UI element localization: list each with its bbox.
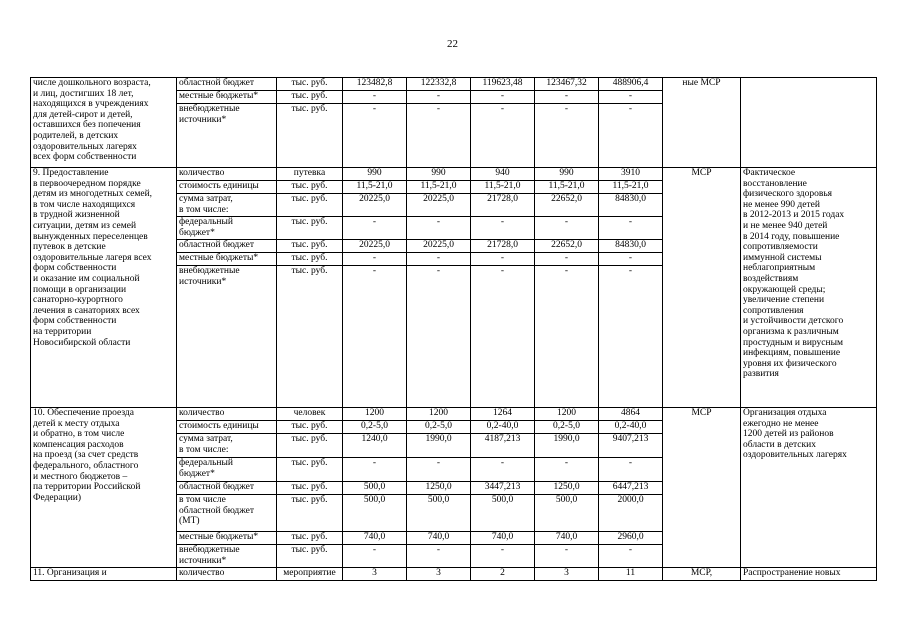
indicator-type: количество <box>177 168 277 181</box>
value-cell: 20225,0 <box>343 240 407 253</box>
unit: тыс. руб. <box>277 421 343 434</box>
table-row <box>31 408 877 421</box>
indicator-type: областной бюджет <box>177 240 277 253</box>
expected-result: Фактическое восстановление физического здоровья не менее 990 детей в 2012-2013 и 2015 годах и не менее 940 детей в 2014 году, повышение сопротивляемости иммунной системы неблагоприятным воздействиям окружающей среды; увеличение степени сопротивления и устойчивости детского организма к различным простудным и вирусным инфекциям, повышение уровня их физического развития <box>741 168 877 408</box>
indicator-type: количество <box>177 568 277 581</box>
value-cell: 21728,0 <box>471 240 535 253</box>
expected-result <box>741 78 877 168</box>
value-cell: 84830,0 <box>599 240 663 253</box>
unit: человек <box>277 408 343 421</box>
indicator-type: местные бюджеты* <box>177 253 277 266</box>
value-cell: - <box>471 253 535 266</box>
indicator-type: в том числе областной бюджет (МТ) <box>177 495 277 532</box>
unit: тыс. руб. <box>277 181 343 194</box>
indicator-type: стоимость единицы <box>177 181 277 194</box>
value-cell: 1990,0 <box>535 434 599 458</box>
value-cell: 990 <box>535 168 599 181</box>
value-cell: 3 <box>343 568 407 581</box>
value-cell: 3447,213 <box>471 482 535 495</box>
value-cell: 21728,0 <box>471 194 535 217</box>
value-cell: 0,2-5,0 <box>535 421 599 434</box>
activity-name: 9. Предоставление в первоочередном порядке детям из многодетных семей, в том числе находящихся в трудной жизненной ситуации, детям из семей вынужденных переселенцев путевок в детские оздоровительные лагеря всех форм собственности и оказание им социальной помощи в организации санаторно-курортного лечения в санаториях всех форм собственности на территории Новосибирской области <box>31 168 177 408</box>
value-cell: - <box>343 545 407 568</box>
value-cell: - <box>599 458 663 482</box>
value-cell: - <box>471 104 535 168</box>
value-cell: 6447,213 <box>599 482 663 495</box>
table-body <box>31 78 877 581</box>
executor: МСР <box>663 408 741 568</box>
value-cell: - <box>535 253 599 266</box>
activity-name: 10. Обеспечение проезда детей к месту отдыха и обратно, в том числе компенсация расходов на проезд (за счет средств федерального, областного и местного бюджетов – па территории Российской Федерации) <box>31 408 177 568</box>
value-cell: - <box>471 217 535 240</box>
indicator-type: местные бюджеты* <box>177 532 277 545</box>
value-cell: 990 <box>343 168 407 181</box>
value-cell: - <box>471 91 535 104</box>
unit: тыс. руб. <box>277 253 343 266</box>
value-cell: - <box>535 545 599 568</box>
indicator-type: внебюджетные источники* <box>177 266 277 408</box>
indicator-type: сумма затрат, в том числе: <box>177 434 277 458</box>
value-cell: - <box>343 91 407 104</box>
expected-result: Распространение новых <box>741 568 877 581</box>
indicator-type: местные бюджеты* <box>177 91 277 104</box>
value-cell: 1250,0 <box>535 482 599 495</box>
value-cell: - <box>535 91 599 104</box>
value-cell: 123467,32 <box>535 78 599 91</box>
value-cell: 1264 <box>471 408 535 421</box>
value-cell: 0,2-5,0 <box>407 421 471 434</box>
expected-result: Организация отдыха ежегодно не менее 1200 детей из районов области в детских оздоровительных лагерях <box>741 408 877 568</box>
unit: тыс. руб. <box>277 78 343 91</box>
executor: МСР, <box>663 568 741 581</box>
value-cell: - <box>599 545 663 568</box>
value-cell: - <box>471 458 535 482</box>
value-cell: 1200 <box>343 408 407 421</box>
indicator-type: сумма затрат, в том числе: <box>177 194 277 217</box>
value-cell: 3 <box>535 568 599 581</box>
value-cell: - <box>343 253 407 266</box>
executor: МСР <box>663 168 741 408</box>
value-cell: - <box>599 217 663 240</box>
value-cell: - <box>343 217 407 240</box>
value-cell: - <box>599 266 663 408</box>
table-row <box>31 568 877 581</box>
value-cell: - <box>599 91 663 104</box>
value-cell: 500,0 <box>343 495 407 532</box>
value-cell: - <box>535 217 599 240</box>
table-row <box>31 168 877 181</box>
unit: тыс. руб. <box>277 495 343 532</box>
value-cell: - <box>535 458 599 482</box>
table-row <box>31 78 877 91</box>
value-cell: - <box>599 104 663 168</box>
value-cell: - <box>535 104 599 168</box>
value-cell: 20225,0 <box>343 194 407 217</box>
value-cell: - <box>407 104 471 168</box>
unit: тыс. руб. <box>277 434 343 458</box>
value-cell: - <box>343 104 407 168</box>
value-cell: 4187,213 <box>471 434 535 458</box>
value-cell: 11,5-21,0 <box>599 181 663 194</box>
value-cell: 84830,0 <box>599 194 663 217</box>
value-cell: - <box>407 253 471 266</box>
value-cell: - <box>599 253 663 266</box>
value-cell: 2960,0 <box>599 532 663 545</box>
value-cell: 488906,4 <box>599 78 663 91</box>
executor: ные МСР <box>663 78 741 168</box>
value-cell: 500,0 <box>471 495 535 532</box>
value-cell: 500,0 <box>535 495 599 532</box>
unit: путевка <box>277 168 343 181</box>
value-cell: 0,2-40,0 <box>599 421 663 434</box>
page-number: 22 <box>447 38 458 50</box>
unit: тыс. руб. <box>277 532 343 545</box>
value-cell: 0,2-40,0 <box>471 421 535 434</box>
unit: тыс. руб. <box>277 91 343 104</box>
value-cell: 1240,0 <box>343 434 407 458</box>
indicator-type: внебюджетные источники* <box>177 104 277 168</box>
value-cell: 2000,0 <box>599 495 663 532</box>
indicator-type: федеральный бюджет* <box>177 217 277 240</box>
value-cell: - <box>407 458 471 482</box>
value-cell: 119623,48 <box>471 78 535 91</box>
value-cell: - <box>343 266 407 408</box>
value-cell: 990 <box>407 168 471 181</box>
value-cell: - <box>407 545 471 568</box>
unit: тыс. руб. <box>277 266 343 408</box>
program-table <box>30 77 877 581</box>
value-cell: 22652,0 <box>535 194 599 217</box>
value-cell: - <box>343 458 407 482</box>
value-cell: 11 <box>599 568 663 581</box>
value-cell: 9407,213 <box>599 434 663 458</box>
activity-name: 11. Организация и <box>31 568 177 581</box>
value-cell: 3910 <box>599 168 663 181</box>
value-cell: 1250,0 <box>407 482 471 495</box>
value-cell: 122332,8 <box>407 78 471 91</box>
value-cell: 740,0 <box>343 532 407 545</box>
indicator-type: областной бюджет <box>177 482 277 495</box>
value-cell: - <box>535 266 599 408</box>
unit: тыс. руб. <box>277 194 343 217</box>
value-cell: - <box>407 217 471 240</box>
value-cell: 20225,0 <box>407 240 471 253</box>
value-cell: 11,5-21,0 <box>471 181 535 194</box>
value-cell: 1200 <box>407 408 471 421</box>
indicator-type: областной бюджет <box>177 78 277 91</box>
value-cell: 123482,8 <box>343 78 407 91</box>
value-cell: 740,0 <box>535 532 599 545</box>
value-cell: 740,0 <box>471 532 535 545</box>
value-cell: 11,5-21,0 <box>407 181 471 194</box>
unit: тыс. руб. <box>277 240 343 253</box>
unit: тыс. руб. <box>277 104 343 168</box>
unit: мероприятие <box>277 568 343 581</box>
unit: тыс. руб. <box>277 482 343 495</box>
value-cell: 20225,0 <box>407 194 471 217</box>
value-cell: 3 <box>407 568 471 581</box>
activity-name: числе дошкольного возраста, и лиц, достигших 18 лет, находящихся в учреждениях для детей-сирот и детей, оставшихся без попечения родителей, в детских оздоровительных лагерях всех форм собственности <box>31 78 177 168</box>
value-cell: 500,0 <box>343 482 407 495</box>
indicator-type: количество <box>177 408 277 421</box>
value-cell: 22652,0 <box>535 240 599 253</box>
indicator-type: внебюджетные источники* <box>177 545 277 568</box>
value-cell: 1990,0 <box>407 434 471 458</box>
value-cell: 500,0 <box>407 495 471 532</box>
value-cell: - <box>407 91 471 104</box>
value-cell: - <box>407 266 471 408</box>
unit: тыс. руб. <box>277 458 343 482</box>
value-cell: 0,2-5,0 <box>343 421 407 434</box>
value-cell: 11,5-21,0 <box>535 181 599 194</box>
value-cell: 4864 <box>599 408 663 421</box>
value-cell: - <box>471 545 535 568</box>
value-cell: - <box>471 266 535 408</box>
unit: тыс. руб. <box>277 217 343 240</box>
value-cell: 740,0 <box>407 532 471 545</box>
value-cell: 940 <box>471 168 535 181</box>
indicator-type: федеральный бюджет* <box>177 458 277 482</box>
indicator-type: стоимость единицы <box>177 421 277 434</box>
value-cell: 2 <box>471 568 535 581</box>
unit: тыс. руб. <box>277 545 343 568</box>
value-cell: 11,5-21,0 <box>343 181 407 194</box>
value-cell: 1200 <box>535 408 599 421</box>
